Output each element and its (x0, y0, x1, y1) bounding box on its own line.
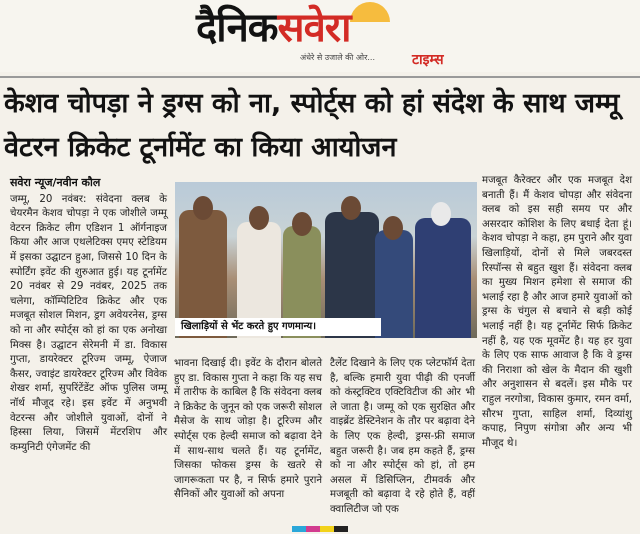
masthead-tagline: अंधेरे से उजाले की ओर... (300, 53, 376, 62)
article-column-2 (174, 357, 322, 503)
news-photo (175, 182, 477, 338)
column-3-text: टैलेंट दिखाने के लिए एक प्लेटफॉर्म देता है, बल्कि हमारी युवा पीढ़ी की एनर्जी को कंस्ट्रक्टिव एक्टिविटीज की ओर भी ले जाता है। जम्मू को एक सुरक्षित और वाइब्रेंट डेस्टिनेशन के तौर पर बढ़ावा देने के लिए एक हेल्दी, ड्रग्स-फ्री समाज बहुत जरूरी है। जब हम कहते हैं, ड्रग्स को ना और स्पोर्ट्स को हां, तो हम असल में डिसिप्लिन, टीमवर्क और मजबूती को बढ़ावा दे रहे होते हैं, वहीं क्वालिटीज जो एक (330, 358, 475, 515)
masthead (0, 0, 640, 72)
person-head (341, 196, 361, 220)
masthead-sub: टाइम्स (412, 52, 444, 68)
byline: सवेरा न्यूज/नवीन कौल (10, 176, 101, 189)
masthead-divider (0, 76, 640, 78)
person-head (431, 202, 451, 226)
print-color-bar (292, 526, 348, 532)
column-2-text: भावना दिखाई दी। इवेंट के दौरान बोलते हुए डा. विकास गुप्ता ने कहा कि यह सच में तारीफ के काबिल है कि संवेदना क्लब ने क्रिकेट के जुनून को एक जरूरी सोशल मैसेज के साथ जोड़ा है। टूरिज्म और स्पोर्ट्स एक हेल्दी समाज को बढ़ावा देने में साथ-साथ चलते हैं। यह टूर्नामेंट, जिसका फोकस ड्रग्स के खतरे से जागरूकता पर है, न सिर्फ हमारे पुराने सैनिकों और युवाओं को अपना (174, 358, 322, 501)
article-headline: केशव चोपड़ा ने ड्रग्स को ना, स्पोर्ट्स को हां संदेश के साथ जम्मू वेटरन क्रिकेट टूर्नामेंट का किया आयोजन (4, 88, 620, 163)
article-column-3 (330, 357, 475, 518)
newspaper-name (196, 6, 351, 50)
sun-logo-icon (350, 2, 390, 22)
column-4-text: मजबूत कैरेक्टर और एक मजबूत देश बनाती हैं। मैं केशव चोपड़ा और संवेदना क्लब को इस सही समय पर और असरदार कोशिश के लिए बधाई देता हूं। केशव चोपड़ा ने कहा, हम पुराने और युवा खिलाड़ियों, दोनों से मिले जबरदस्त रिस्पॉन्स से बहुत खुश हैं। संवेदना क्लब का मुख्य मिशन हमेशा से समाज की भलाई रहा है और आज हमारे युवाओं को ड्रग्स के चंगुल से बचाने से बड़ी कोई भलाई नहीं है। यह टूर्नामेंट सिर्फ क्रिकेट नहीं है, यह एक मूवमेंट है। यह हर युवा के लिए एक साफ आवाज है कि वे ड्रग्स की निराशा को खेल के मैदान की खुशी और अनुशासन से बदलें। इस मौके पर राहुल नरगोत्रा, विकास कुमार, रमन वर्मा, सौरभ गुप्ता, साहिल शर्मा, दिव्यांशु कपाह, निपुण संगोत्रा और अन्य भी मौजूद थे। (482, 175, 632, 449)
person-head (292, 212, 312, 236)
photo-caption: खिलाड़ियों से भेंट करते हुए गणमान्य। (175, 318, 381, 336)
article-body (0, 176, 640, 534)
person-head (249, 206, 269, 230)
column-1-text: जम्मू, 20 नवंबर: संवेदना क्लब के चेयरमैन केशव चोपड़ा ने एक जोशीले जम्मू वेटरन क्रिकेट लीग एडिशन 1 ऑर्गनाइज किया और आज एथलेटिक्स एमए स्टेडियम में इसका उद्घाटन हुआ, जिससे 10 दिन के स्पोर्टिंग इवेंट की शुरुआत हुई। यह टूर्नामेंट 20 नवंबर से 29 नवंबर, 2025 तक चलेगा, कॉम्पिटिटिव क्रिकेट और एक मजबूत सोशल मिशन, ड्रग अवेयरनेस, ड्रग्स को ना और स्पोर्ट्स को हां का एक अनोखा मिक्स है। उद्घाटन सेरेमनी में डा. विकास गुप्ता, डायरेक्टर टूरिज्म जम्मू, ऐजाज कैसर, ज्वाइंट डायरेक्टर टूरिज्म और विवेक शेखर शर्मा, सुपरिंटेंडेंट ऑफ पुलिस जम्मू नॉर्थ मौजूद रहे। इस इवेंट में अनुभवी वेटरन्स और जोशीले युवाओं, दोनों ने हिस्सा लिया, जिसमें मेंटरशिप और कम्युनिटी एंगेजमेंट की (10, 193, 167, 453)
article-column-4 (482, 174, 632, 451)
person-head (383, 216, 403, 240)
newspaper-name-part2: सवेरा (277, 5, 351, 51)
article-column-1 (10, 176, 167, 455)
newspaper-name-part1: दैनिक (196, 5, 278, 51)
person-head (193, 196, 213, 220)
person-figure (415, 218, 471, 338)
